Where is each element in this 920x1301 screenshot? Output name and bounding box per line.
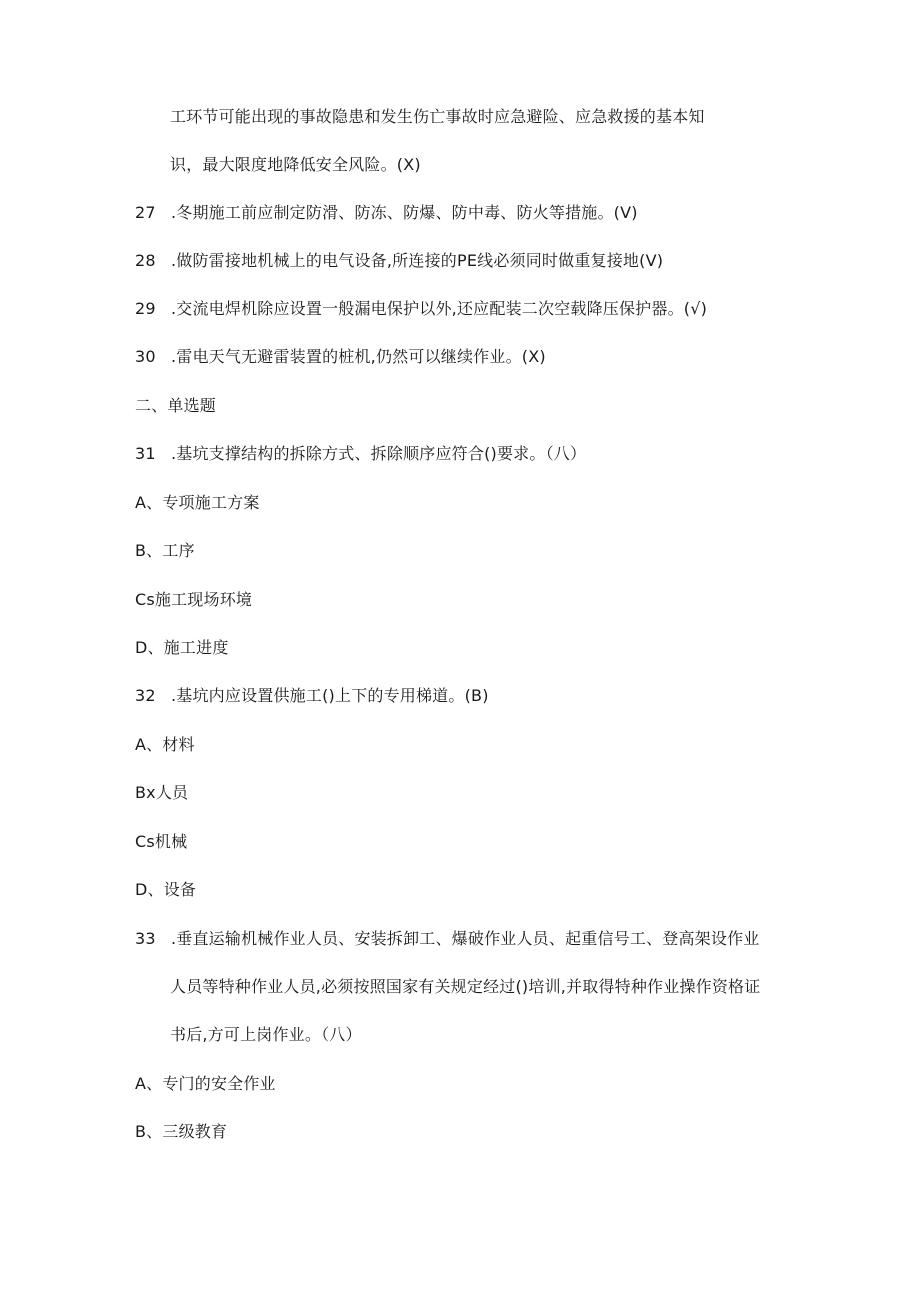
- option-c: Cs施工现场环境: [135, 590, 253, 609]
- q26-text-continued-1: 工环节可能出现的事故隐患和发生伤亡事故时应急避险、应急救援的基本知: [170, 107, 705, 126]
- option-b: Bx人员: [135, 783, 189, 802]
- question-27: [135, 202, 638, 224]
- question-number: 30: [135, 347, 156, 366]
- option-b: B、三级教育: [135, 1122, 228, 1141]
- question-28: [135, 250, 663, 272]
- option-a: A、专门的安全作业: [135, 1074, 276, 1093]
- option-b: B、工序: [135, 541, 195, 560]
- question-text: .做防雷接地机械上的电气设备,所连接的PE线必须同时做重复接地(V): [171, 251, 664, 270]
- question-31: [135, 443, 586, 465]
- section-heading: 二、单选题: [135, 396, 217, 415]
- option-a: A、专项施工方案: [135, 493, 260, 512]
- option-a: A、材料: [135, 735, 195, 754]
- question-text: .垂直运输机械作业人员、安装拆卸工、爆破作业人员、起重信号工、登高架设作业: [171, 929, 760, 948]
- question-text: .交流电焊机除应设置一般漏电保护以外,还应配装二次空载降压保护器。(√): [171, 299, 708, 318]
- question-text: .基坑支撑结构的拆除方式、拆除顺序应符合()要求。（八）: [171, 444, 587, 463]
- question-33: [135, 928, 760, 950]
- question-32: [135, 685, 489, 707]
- option-c: Cs机械: [135, 832, 188, 851]
- option-d: D、设备: [135, 880, 197, 899]
- question-33-continued-1: 人员等特种作业人员,必须按照国家有关规定经过()培训,并取得特种作业操作资格证: [170, 977, 761, 996]
- question-number: 33: [135, 929, 156, 948]
- question-text: .基坑内应设置供施工()上下的专用梯道。(B): [171, 686, 489, 705]
- question-number: 29: [135, 299, 156, 318]
- question-number: 31: [135, 444, 156, 463]
- question-text: .冬期施工前应制定防滑、防冻、防爆、防中毒、防火等措施。(V): [171, 203, 638, 222]
- q26-text-continued-2: 识，最大限度地降低安全风险。(X): [170, 155, 421, 174]
- option-d: D、施工进度: [135, 638, 229, 657]
- question-number: 32: [135, 686, 156, 705]
- question-number: 27: [135, 203, 156, 222]
- question-29: [135, 298, 707, 320]
- question-33-continued-2: 书后,方可上岗作业。（八）: [170, 1025, 362, 1044]
- question-number: 28: [135, 251, 156, 270]
- question-30: [135, 346, 546, 368]
- question-text: .雷电天气无避雷装置的桩机,仍然可以继续作业。(X): [171, 347, 546, 366]
